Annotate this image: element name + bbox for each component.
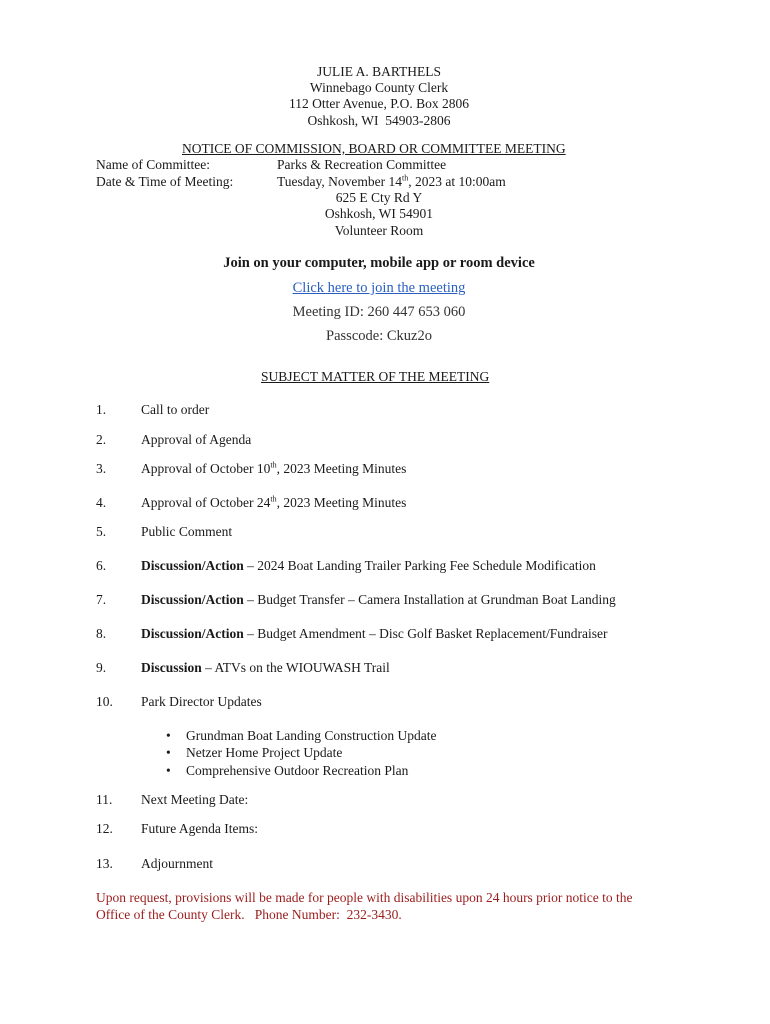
datetime-value: Tuesday, November 14th, 2023 at 10:00am — [277, 173, 506, 189]
agenda-item: Discussion/Action – Budget Transfer – Camera Installation at Grundman Boat Landing — [141, 592, 616, 607]
agenda-number: 5. — [96, 524, 107, 539]
agenda-item: Adjournment — [141, 856, 213, 871]
agenda-item: Public Comment — [141, 524, 233, 539]
accessibility-notice-line-2: Office of the County Clerk. Phone Number: 232-3430. — [96, 907, 402, 922]
agenda-number: 2. — [96, 432, 107, 447]
join-meeting-link[interactable]: Click here to join the meeting — [292, 280, 466, 296]
bullet-icon: • — [166, 763, 171, 778]
committee-value: Parks & Recreation Committee — [277, 157, 447, 172]
agenda-item: Approval of Agenda — [141, 432, 252, 447]
agenda-item: Approval of October 10th, 2023 Meeting Minutes — [141, 460, 407, 476]
agenda-number: 12. — [96, 821, 113, 836]
committee-label: Name of Committee: — [96, 157, 210, 172]
agenda-item: Call to order — [141, 402, 210, 417]
accessibility-notice-line-1: Upon request, provisions will be made for people with disabilities upon 24 hours prior notice to the — [96, 890, 633, 905]
agenda-heading: SUBJECT MATTER OF THE MEETING — [261, 369, 490, 384]
notice-title: NOTICE OF COMMISSION, BOARD OR COMMITTEE MEETING — [182, 141, 566, 156]
sub-bullet-item: Netzer Home Project Update — [186, 745, 343, 760]
agenda-number: 8. — [96, 626, 107, 641]
passcode: Passcode: Ckuz2o — [326, 328, 432, 344]
agenda-item: Approval of October 24th, 2023 Meeting Minutes — [141, 494, 407, 510]
agenda-item: Discussion/Action – 2024 Boat Landing Trailer Parking Fee Schedule Modification — [141, 558, 596, 573]
sub-bullet-item: Grundman Boat Landing Construction Update — [186, 728, 437, 743]
sub-bullet-item: Comprehensive Outdoor Recreation Plan — [186, 763, 409, 778]
address-line-1: 112 Otter Avenue, P.O. Box 2806 — [289, 96, 469, 111]
bullet-icon: • — [166, 728, 171, 743]
join-link-row — [0, 281, 758, 296]
join-heading: Join on your computer, mobile app or room device — [223, 255, 535, 271]
agenda-item: Park Director Updates — [141, 694, 262, 709]
location-line-3: Volunteer Room — [334, 223, 424, 238]
agenda-item: Discussion – ATVs on the WIOUWASH Trail — [141, 660, 390, 675]
agenda-number: 10. — [96, 694, 113, 709]
agenda-number: 3. — [96, 461, 107, 476]
agenda-number: 13. — [96, 856, 113, 871]
agenda-item: Discussion/Action – Budget Amendment – Disc Golf Basket Replacement/Fundraiser — [141, 626, 608, 641]
agenda-number: 7. — [96, 592, 107, 607]
agenda-number: 11. — [96, 792, 113, 807]
agenda-item: Future Agenda Items: — [141, 821, 258, 836]
agenda-item: Next Meeting Date: — [141, 792, 249, 807]
address-line-2: Oshkosh, WI 54903-2806 — [307, 113, 451, 128]
agenda-number: 4. — [96, 495, 107, 510]
agenda-number: 1. — [96, 402, 107, 417]
clerk-name: JULIE A. BARTHELS — [316, 64, 442, 79]
agenda-number: 9. — [96, 660, 107, 675]
clerk-office: Winnebago County Clerk — [309, 80, 449, 95]
location-line-2: Oshkosh, WI 54901 — [324, 206, 434, 221]
agenda-number: 6. — [96, 558, 107, 573]
bullet-icon: • — [166, 745, 171, 760]
meeting-id: Meeting ID: 260 447 653 060 — [292, 304, 466, 320]
datetime-label: Date & Time of Meeting: — [96, 174, 234, 189]
location-line-1: 625 E Cty Rd Y — [335, 190, 423, 205]
